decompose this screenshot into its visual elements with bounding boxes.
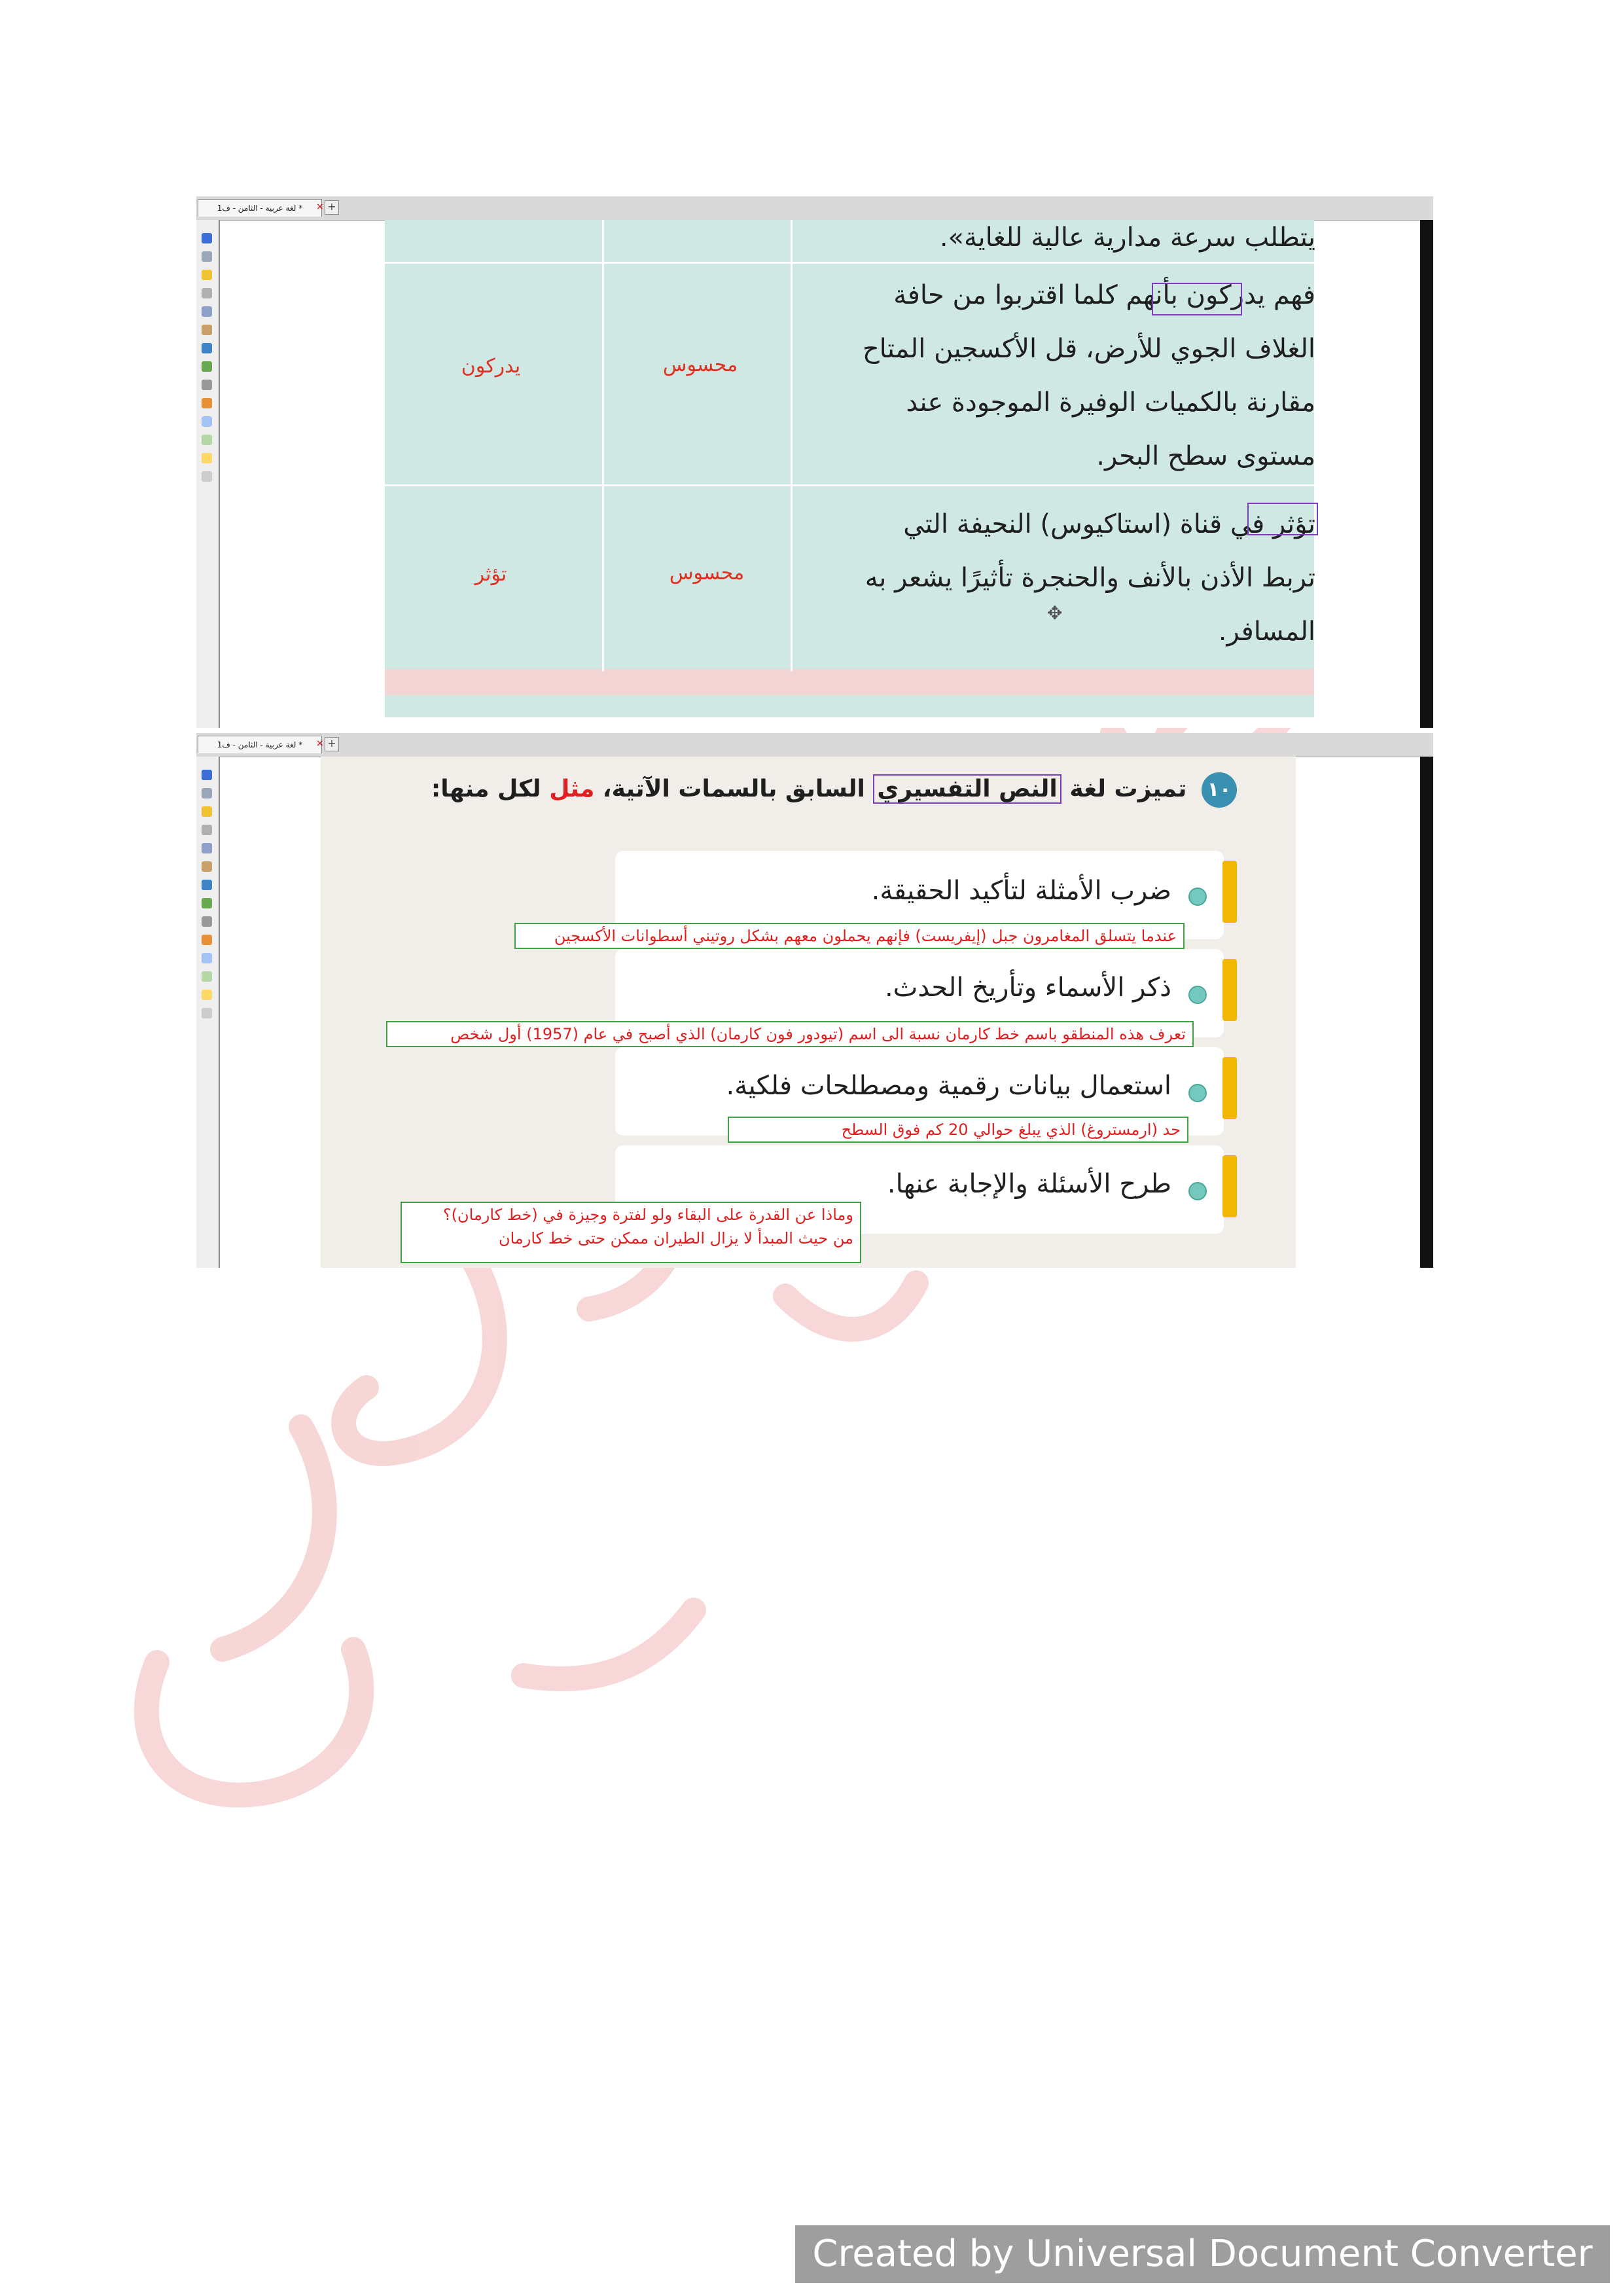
properties-icon[interactable]	[202, 471, 212, 482]
layers-icon[interactable]	[202, 325, 212, 335]
list-item: ضرب الأمثلة لتأكيد الحقيقة.	[871, 876, 1171, 906]
close-icon[interactable]: ×	[316, 202, 324, 212]
list-item: طرح الأسئلة والإجابة عنها.	[887, 1169, 1171, 1199]
question-heading: ١٠ تميزت لغة النص التفسيري السابق بالسمات الآتية، مثل لكل منها:	[431, 772, 1237, 808]
text-line: الغلاف الجوي للأرض، قل الأكسجين المتاح	[862, 334, 1315, 364]
side-toolbar	[196, 220, 220, 728]
properties-icon[interactable]	[202, 1008, 212, 1018]
answer-note: حد (ارمستروغ) الذي يبلغ حوالي 20 كم فوق السطح	[728, 1117, 1188, 1143]
add-tab-button[interactable]: +	[325, 737, 339, 751]
tab-bar	[196, 733, 1433, 757]
attachment-icon[interactable]	[202, 825, 212, 835]
type-cell: محسوس	[669, 562, 745, 584]
table-footer-strip	[385, 669, 1314, 695]
cursor-icon: ✥	[1047, 602, 1063, 624]
keyword-red: مثل	[549, 776, 595, 802]
list-item: استعمال بيانات رقمية ومصطلحات فلكية.	[726, 1071, 1171, 1101]
link-icon[interactable]	[202, 361, 212, 372]
bullet-icon	[1188, 888, 1207, 906]
scrollbar[interactable]	[1420, 757, 1433, 1268]
table-divider	[602, 220, 604, 672]
answer-note: تعرف هذه المنطقو باسم خط كارمان نسبة الى اسم (تيودور فون كارمان) الذي أصبح في عام (1957) أول شخص	[386, 1021, 1194, 1047]
screenshot-bottom	[196, 733, 1433, 1268]
bookmark-icon[interactable]	[202, 770, 212, 780]
screenshot-top	[196, 196, 1433, 728]
comment-icon[interactable]	[202, 270, 212, 280]
list-icon[interactable]	[202, 380, 212, 390]
bullet-icon	[1188, 1182, 1207, 1200]
signature-icon[interactable]	[202, 453, 212, 463]
add-tab-button[interactable]: +	[325, 200, 339, 215]
note-line: من حيث المبدأ لا يزال الطيران ممكن حتى خط كارمان	[498, 1229, 853, 1247]
shapes-icon[interactable]	[202, 880, 212, 890]
answer-note: عندما يتسلق المغامرون جبل (إيفريست) فإنهم يحملون معهم بشكل روتيني أسطوانات الأكسجين	[514, 923, 1185, 949]
comment-icon[interactable]	[202, 806, 212, 817]
text-line: مقارنة بالكميات الوفيرة الموجودة عند	[906, 387, 1315, 418]
table-row-text	[818, 497, 1315, 658]
text-line: المسافر.	[1218, 617, 1315, 647]
table-divider	[791, 220, 793, 672]
footer-watermark: Created by Universal Document Converter	[795, 2225, 1610, 2283]
document-icon[interactable]	[202, 843, 212, 853]
question-number: ١٠	[1202, 772, 1237, 808]
pen-icon[interactable]	[202, 935, 212, 945]
close-icon[interactable]: ×	[316, 738, 324, 749]
text-line: فهم يدركون بأنهم كلما اقتربوا من حافة	[893, 280, 1315, 310]
signature-icon[interactable]	[202, 990, 212, 1000]
item-bar	[1222, 1057, 1237, 1119]
tab-title: * لغة عربية - الثامن - ف1	[217, 740, 303, 749]
measure-icon[interactable]	[202, 416, 212, 427]
document-tab[interactable]	[198, 736, 322, 753]
bullet-icon	[1188, 986, 1207, 1004]
tab-title: * لغة عربية - الثامن - ف1	[217, 204, 303, 213]
highlight-box	[1152, 283, 1242, 315]
measure-icon[interactable]	[202, 953, 212, 963]
attachment-icon[interactable]	[202, 288, 212, 298]
side-toolbar	[196, 757, 220, 1268]
text-line: مستوى سطح البحر.	[1096, 441, 1315, 471]
stamp-icon[interactable]	[202, 435, 212, 445]
pen-icon[interactable]	[202, 398, 212, 408]
item-bar	[1222, 959, 1237, 1021]
highlight-box: النص التفسيري	[873, 774, 1061, 804]
note-line: وماذا عن القدرة على البقاء ولو لفترة وجيزة في (خط كارمان)؟	[442, 1206, 853, 1224]
document-tab[interactable]	[198, 199, 322, 217]
item-bar	[1222, 1155, 1237, 1217]
scrollbar[interactable]	[1420, 220, 1433, 728]
bookmark-icon[interactable]	[202, 233, 212, 243]
table-divider	[385, 484, 1314, 486]
page-icon[interactable]	[202, 788, 212, 798]
type-cell: محسوس	[662, 353, 738, 376]
text-line: تؤثر في قناة (استاكيوس) النحيفة التي	[903, 509, 1315, 539]
shapes-icon[interactable]	[202, 343, 212, 353]
stamp-icon[interactable]	[202, 971, 212, 982]
word-cell: يدركون	[461, 355, 521, 378]
table-row-partial-text: يتطلب سرعة مدارية عالية للغاية».	[939, 223, 1315, 253]
item-bar	[1222, 861, 1237, 923]
text-line: تربط الأذن بالأنف والحنجرة تأثيرًا يشعر به	[865, 563, 1315, 593]
link-icon[interactable]	[202, 898, 212, 908]
list-item: ذكر الأسماء وتأريخ الحدث.	[884, 973, 1171, 1003]
highlight-box	[1247, 503, 1318, 535]
answer-note	[401, 1202, 861, 1263]
layers-icon[interactable]	[202, 861, 212, 872]
document-icon[interactable]	[202, 306, 212, 317]
list-icon[interactable]	[202, 916, 212, 927]
word-cell: تؤثر	[474, 563, 507, 586]
bullet-icon	[1188, 1084, 1207, 1102]
page-icon[interactable]	[202, 251, 212, 262]
